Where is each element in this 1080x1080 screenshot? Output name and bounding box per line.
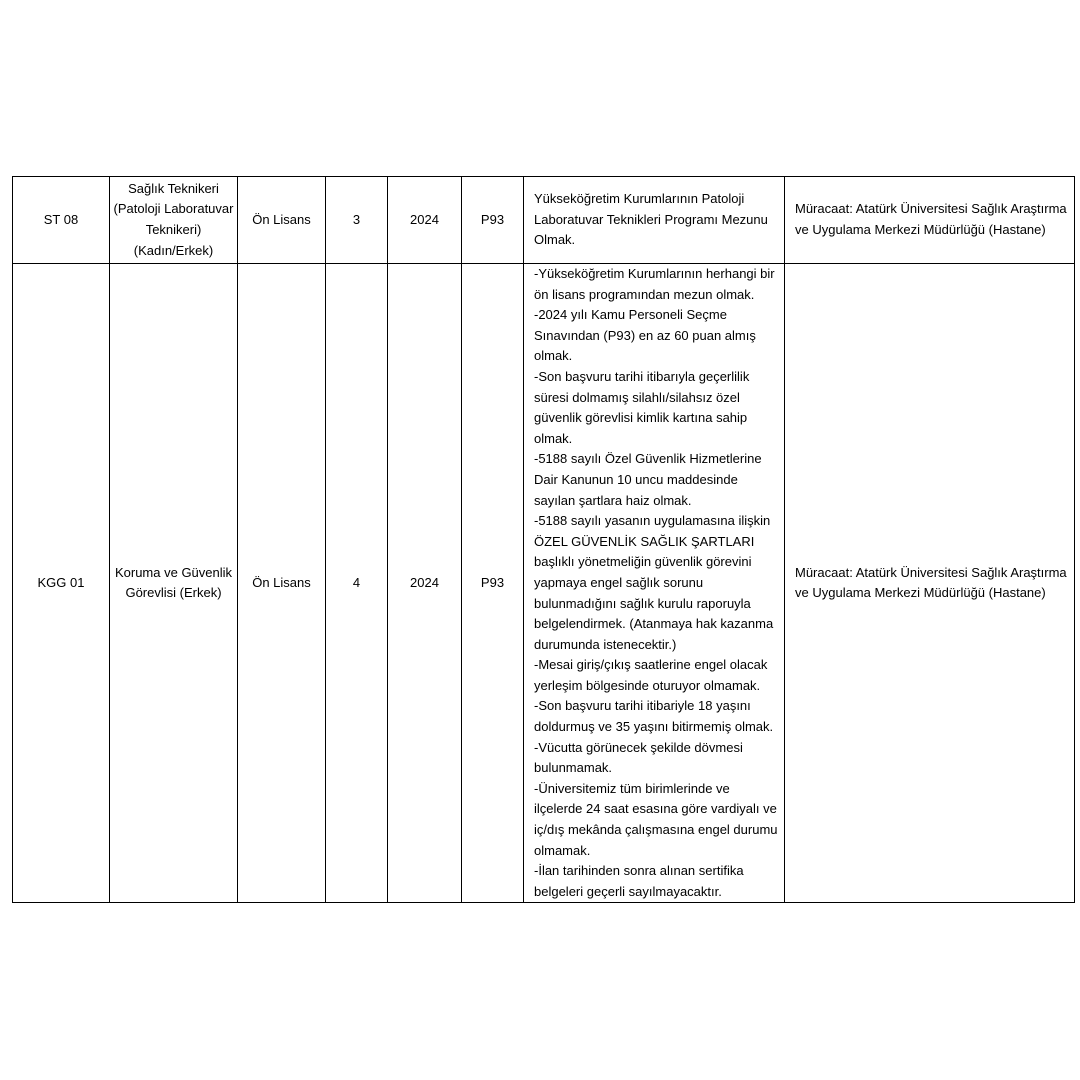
position-title-cell [110, 264, 238, 903]
requirement-item: -Vücutta görünecek şekilde dövmesi bulunmamak. [534, 739, 743, 776]
requirement-item: Yükseköğretim Kurumlarının Patoloji Laboratuvar Teknikleri Programı Mezunu Olmak. [534, 191, 768, 248]
requirement-item: -5188 sayılı Özel Güvenlik Hizmetlerine Dair Kanunun 10 uncu maddesinde sayılan şartlara haiz olmak. [534, 451, 762, 508]
position-title-line: Teknikeri) [145, 222, 202, 237]
position-title-cell [110, 177, 238, 264]
education-level-cell [238, 177, 326, 264]
application-info: Müracaat: Atatürk Üniversitesi Sağlık Araştırma ve Uygulama Merkezi Müdürlüğü (Hastane) [795, 201, 1067, 237]
position-title-line: (Kadın/Erkek) [133, 242, 214, 258]
requirements-cell [524, 177, 785, 264]
position-code: ST 08 [43, 211, 79, 227]
application-info: Müracaat: Atatürk Üniversitesi Sağlık Araştırma ve Uygulama Merkezi Müdürlüğü (Hastane) [795, 564, 1067, 601]
table-row [13, 264, 1075, 903]
requirement-item: -Son başvuru tarihi itibariyle 18 yaşını doldurmuş ve 35 yaşını bitirmemiş olmak. [534, 698, 774, 735]
requirement-item: -Üniversitemiz tüm birimlerinde ve ilçelerde 24 saat esasına göre vardiyalı ve iç/dış mekânda çalışmasına engel durumu olmamak. [534, 780, 778, 858]
requirements-cell [524, 264, 785, 903]
table-row [13, 177, 1075, 264]
exam-year: 2024 [410, 574, 439, 590]
exam-year: 2024 [410, 211, 439, 227]
position-title-line: Sağlık Teknikeri [128, 180, 219, 196]
position-code-cell [13, 264, 110, 903]
position-count: 3 [352, 211, 361, 227]
education-level-cell [238, 264, 326, 903]
exam-year-cell [388, 177, 462, 264]
position-title-line: Görevlisi (Erkek) [125, 585, 222, 601]
application-cell [785, 177, 1075, 264]
position-count: 4 [352, 574, 361, 590]
requirement-item: -İlan tarihinden sonra alınan sertifika belgeleri geçerli sayılmayacaktır. [534, 863, 744, 899]
education-level: Ön Lisans [252, 574, 311, 590]
position-code-cell [13, 177, 110, 264]
application-cell [785, 264, 1075, 903]
score-type: P93 [480, 211, 505, 227]
position-code: KGG 01 [37, 574, 85, 590]
positions-table [12, 176, 1075, 903]
position-count-cell [326, 177, 388, 264]
position-count-cell [326, 264, 388, 903]
requirement-item: -2024 yılı Kamu Personeli Seçme Sınavından (P93) en az 60 puan almış olmak. [534, 307, 756, 364]
score-type-cell [462, 177, 524, 264]
requirement-item: -5188 sayılı yasanın uygulamasına ilişkin ÖZEL GÜVENLİK SAĞLIK ŞARTLARI başlıklı yönetmeliğin güvenlik görevini yapmaya engel sağlık sorunu bulunmadığını sağlık kurulu raporuyla belgelendirmek. (Atanmaya hak kazanma durumunda istenecektir.) [534, 513, 774, 652]
score-type: P93 [480, 574, 505, 590]
education-level: Ön Lisans [252, 211, 311, 227]
position-title-line: (Patoloji Laboratuvar [113, 201, 234, 217]
score-type-cell [462, 264, 524, 903]
position-title-line: Koruma ve Güvenlik [114, 564, 233, 580]
requirement-item: -Son başvuru tarihi itibarıyla geçerlilik süresi dolmamış silahlı/silahsız özel güvenlik görevlisi kimlik kartına sahip olmak. [534, 368, 750, 446]
requirement-item: -Mesai giriş/çıkış saatlerine engel olacak yerleşim bölgesinde oturuyor olmamak. [534, 657, 768, 693]
exam-year-cell [388, 264, 462, 903]
requirement-item: -Yükseköğretim Kurumlarının herhangi bir ön lisans programından mezun olmak. [534, 266, 775, 302]
